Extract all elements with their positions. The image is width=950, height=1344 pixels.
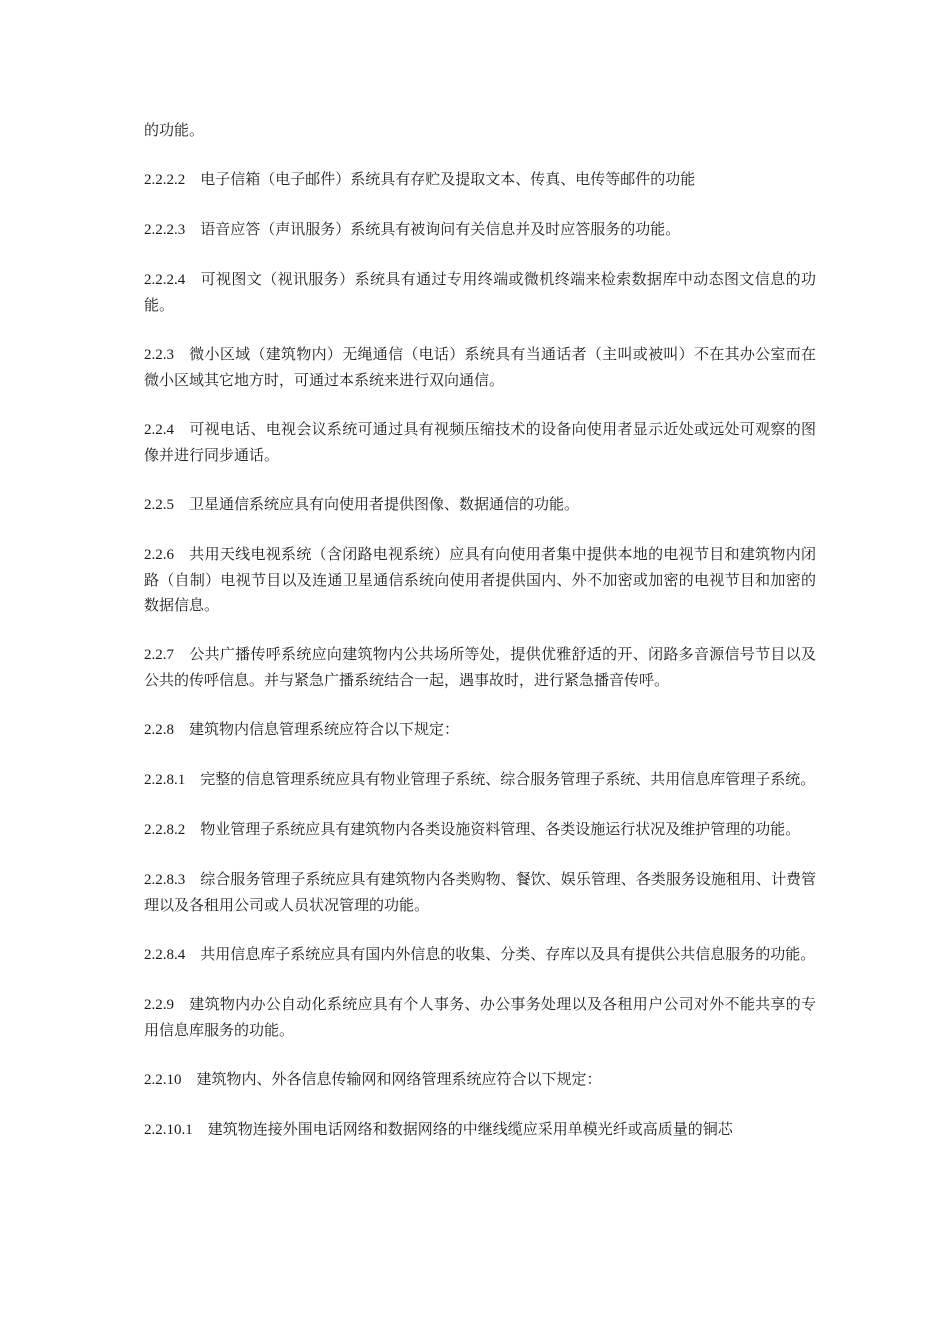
paragraph-2-2-10-1 xyxy=(144,1117,816,1143)
paragraph-text: 建筑物内、外各信息传输网和网络管理系统应符合以下规定： xyxy=(196,1070,602,1088)
paragraph-continuation xyxy=(144,118,816,143)
section-number: 2.2.5 xyxy=(144,497,174,513)
paragraph-2-2-4 xyxy=(144,417,816,468)
section-number: 2.2.2.2 xyxy=(144,172,186,188)
section-number: 2.2.3 xyxy=(144,347,174,363)
section-number: 2.2.10 xyxy=(144,1072,182,1088)
section-number: 2.2.2.4 xyxy=(144,272,186,288)
paragraph-text: 建筑物内信息管理系统应符合以下规定： xyxy=(189,720,460,738)
paragraph-text: 共用天线电视系统（含闭路电视系统）应具有向使用者集中提供本地的电视节目和建筑物内闭路（自制）电视节目以及连通卫星通信系统向使用者提供国内、外不加密或加密的电视节目和加密的数据信息。 xyxy=(144,545,816,614)
paragraph-text: 物业管理子系统应具有建筑物内各类设施资料管理、各类设施运行状况及维护管理的功能。 xyxy=(200,820,801,838)
paragraph-2-2-8-1 xyxy=(144,767,816,793)
section-number: 2.2.8.4 xyxy=(144,947,186,963)
section-number: 2.2.8.2 xyxy=(144,822,186,838)
paragraph-text: 综合服务管理子系统应具有建筑物内各类购物、餐饮、娱乐管理、各类服务设施租用、计费管理以及各租用公司或人员状况管理的功能。 xyxy=(144,870,816,914)
paragraph-2-2-10 xyxy=(144,1067,816,1093)
section-number: 2.2.6 xyxy=(144,547,174,563)
paragraph-text: 的功能。 xyxy=(144,121,205,139)
section-number: 2.2.2.3 xyxy=(144,222,186,238)
paragraph-2-2-8-2 xyxy=(144,817,816,843)
section-number: 2.2.8 xyxy=(144,722,174,738)
paragraph-text: 语音应答（声讯服务）系统具有被询问有关信息并及时应答服务的功能。 xyxy=(200,220,681,238)
section-number: 2.2.8.3 xyxy=(144,872,186,888)
section-number: 2.2.9 xyxy=(144,997,174,1013)
paragraph-2-2-5 xyxy=(144,492,816,518)
document-page xyxy=(144,118,816,1167)
paragraph-2-2-2-3 xyxy=(144,217,816,243)
section-number: 2.2.8.1 xyxy=(144,772,186,788)
paragraph-2-2-7 xyxy=(144,642,816,693)
paragraph-2-2-8-3 xyxy=(144,867,816,918)
paragraph-text: 完整的信息管理系统应具有物业管理子系统、综合服务管理子系统、共用信息库管理子系统。 xyxy=(200,770,816,788)
paragraph-2-2-2-4 xyxy=(144,267,816,318)
paragraph-text: 共用信息库子系统应具有国内外信息的收集、分类、存库以及具有提供公共信息服务的功能。 xyxy=(200,945,816,963)
paragraph-text: 建筑物连接外围电话网络和数据网络的中继线缆应采用单模光纤或高质量的铜芯 xyxy=(207,1120,733,1138)
paragraph-2-2-6 xyxy=(144,542,816,618)
section-number: 2.2.7 xyxy=(144,647,174,663)
paragraph-2-2-2-2 xyxy=(144,167,816,193)
section-number: 2.2.4 xyxy=(144,422,174,438)
paragraph-text: 可视图文（视讯服务）系统具有通过专用终端或微机终端来检索数据库中动态图文信息的功能。 xyxy=(144,270,816,314)
paragraph-text: 电子信箱（电子邮件）系统具有存贮及提取文本、传真、电传等邮件的功能 xyxy=(200,170,696,188)
paragraph-2-2-3 xyxy=(144,342,816,393)
section-number: 2.2.10.1 xyxy=(144,1122,193,1138)
paragraph-text: 卫星通信系统应具有向使用者提供图像、数据通信的功能。 xyxy=(189,495,580,513)
paragraph-text: 可视电话、电视会议系统可通过具有视频压缩技术的设备向使用者显示近处或远处可观察的图像并进行同步通话。 xyxy=(144,420,816,464)
paragraph-2-2-8 xyxy=(144,717,816,743)
paragraph-text: 公共广播传呼系统应向建筑物内公共场所等处，提供优雅舒适的开、闭路多音源信号节目以及公共的传呼信息。并与紧急广播系统结合一起，遇事故时，进行紧急播音传呼。 xyxy=(144,645,816,689)
paragraph-2-2-8-4 xyxy=(144,942,816,968)
paragraph-2-2-9 xyxy=(144,992,816,1043)
paragraph-text: 微小区域（建筑物内）无绳通信（电话）系统具有当通话者（主叫或被叫）不在其办公室而在微小区域其它地方时，可通过本系统来进行双向通信。 xyxy=(144,345,816,389)
paragraph-text: 建筑物内办公自动化系统应具有个人事务、办公事务处理以及各租用户公司对外不能共享的专用信息库服务的功能。 xyxy=(144,995,816,1039)
